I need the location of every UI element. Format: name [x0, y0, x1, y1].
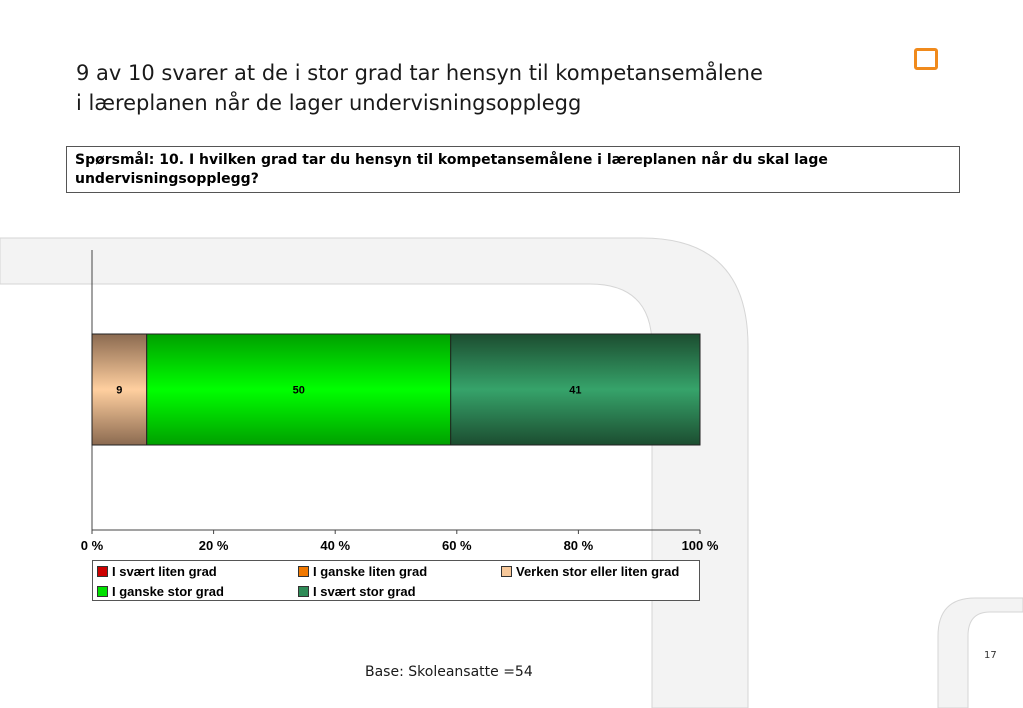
corner-band: [938, 598, 1023, 708]
x-ticks: [81, 530, 719, 553]
legend-item-1: I svært liten grad: [97, 564, 217, 579]
page-number: 17: [984, 650, 997, 661]
x-tick-label: 40 %: [320, 538, 351, 553]
x-tick-label: 0 %: [80, 538, 104, 553]
question-box: Spørsmål: 10. I hvilken grad tar du hensyn til kompetansemålene i læreplanen når du skal lage undervisningsopplegg?: [66, 146, 960, 193]
legend-swatch: [298, 586, 309, 597]
legend-swatch: [97, 566, 108, 577]
legend-item-4: I ganske stor grad: [97, 584, 224, 599]
background-band: [0, 238, 748, 708]
legend-swatch: [501, 566, 512, 577]
title-line-2: i læreplanen når de lager undervisningsopplegg: [76, 91, 582, 115]
bars: [92, 334, 700, 445]
legend-swatch: [97, 586, 108, 597]
x-tick-label: 20 %: [198, 538, 229, 553]
bar-value-label: 41: [569, 384, 582, 397]
base-note: Base: Skoleansatte =54: [365, 664, 533, 680]
legend: [92, 560, 700, 601]
slide-title: [76, 58, 763, 118]
legend-swatch: [298, 566, 309, 577]
x-tick-label: 100 %: [681, 538, 719, 553]
x-tick-label: 80 %: [563, 538, 594, 553]
x-tick-label: 60 %: [441, 538, 472, 553]
bar-value-label: 50: [292, 384, 305, 397]
logo-icon: [914, 48, 938, 70]
title-line-1: 9 av 10 svarer at de i stor grad tar hensyn til kompetansemålene: [76, 61, 763, 85]
bar-value-label: 9: [116, 384, 123, 397]
legend-item-2: I ganske liten grad: [298, 564, 427, 579]
legend-item-3: Verken stor eller liten grad: [501, 564, 679, 579]
legend-item-5: I svært stor grad: [298, 584, 416, 599]
